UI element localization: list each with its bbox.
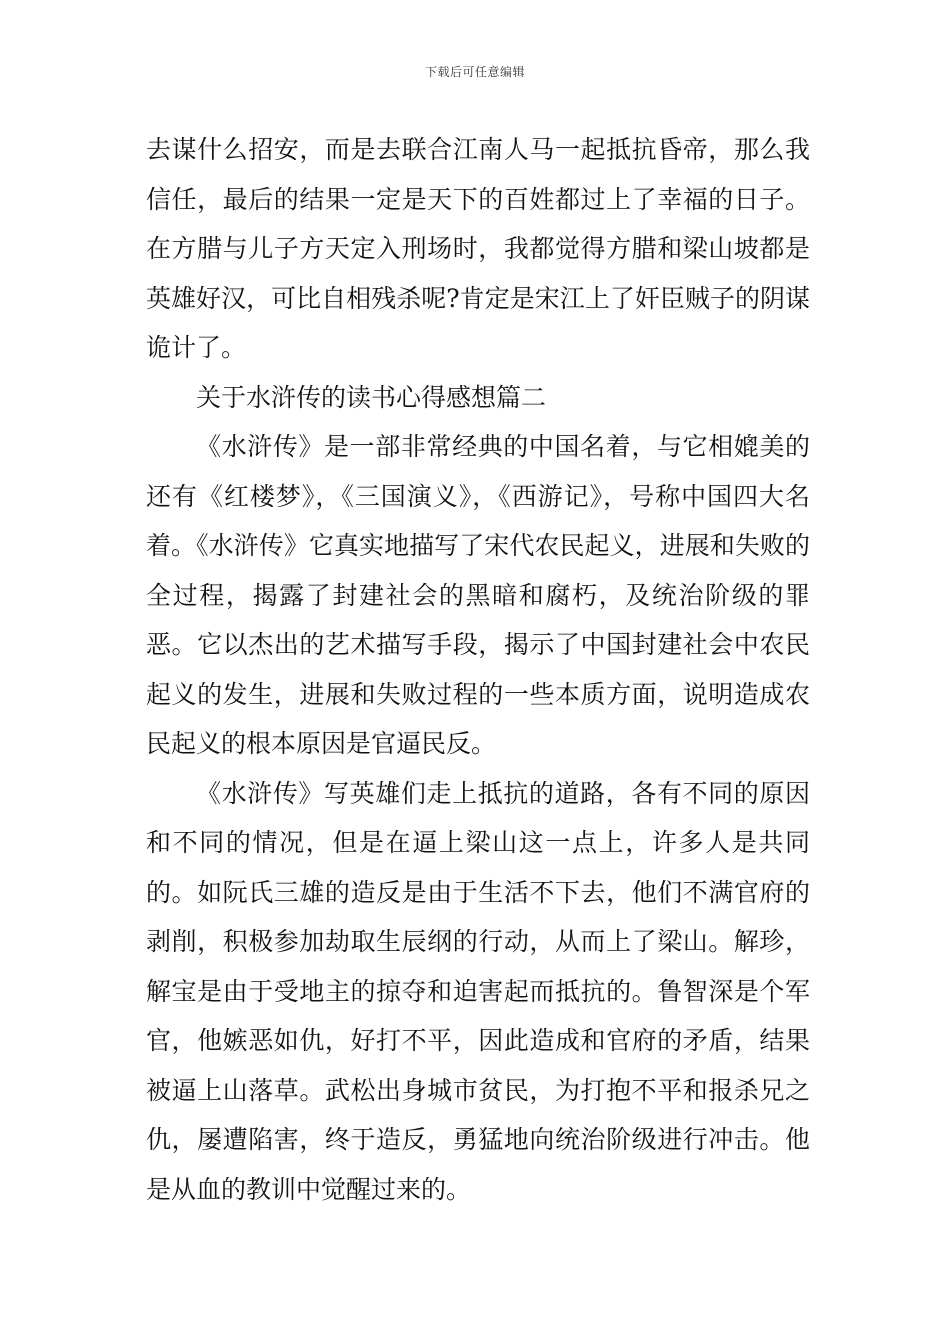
paragraph-heroes: 《水浒传》写英雄们走上抵抗的道路，各有不同的原因和不同的情况，但是在逼上梁山这一点上，许多人是共同的。如阮氏三雄的造反是由于生活不下去，他们不满官府的剥削，积极参加劫取生辰纲的行动，从而上了梁山。解珍，解宝是由于受地主的掠夺和迫害起而抵抗的。鲁智深是个军官，他嫉恶如仇，好打不平，因此造成和官府的矛盾，结果被逼上山落草。武松出身城市贫民，为打抱不平和报杀兄之仇，屡遭陷害，终于造反，勇猛地向统治阶级进行冲击。他是从血的教训中觉醒过来的。 [146, 778, 810, 1204]
paragraph-continuation: 去谋什么招安，而是去联合江南人马一起抵抗昏帝，那么我信任，最后的结果一定是天下的百姓都过上了幸福的日子。在方腊与儿子方天定入刑场时，我都觉得方腊和梁山坡都是英雄好汉，可比自相残杀呢?肯定是宋江上了奸臣贼子的阴谋诡计了。 [146, 135, 810, 362]
page-header: 下载后可任意编辑 [424, 65, 525, 79]
paragraph-intro: 《水浒传》是一部非常经典的中国名着，与它相媲美的还有《红楼梦》，《三国演义》，《西游记》，号称中国四大名着。《水浒传》它真实地描写了宋代农民起义，进展和失败的全过程，揭露了封建社会的黑暗和腐朽，及统治阶级的罪恶。它以杰出的艺术描写手段，揭示了中国封建社会中农民起义的发生，进展和失败过程的一些本质方面，说明造成农民起义的根本原因是官逼民反。 [146, 432, 810, 758]
section-heading: 关于水浒传的读书心得感想篇二 [196, 382, 547, 412]
document-body [146, 125, 810, 1214]
